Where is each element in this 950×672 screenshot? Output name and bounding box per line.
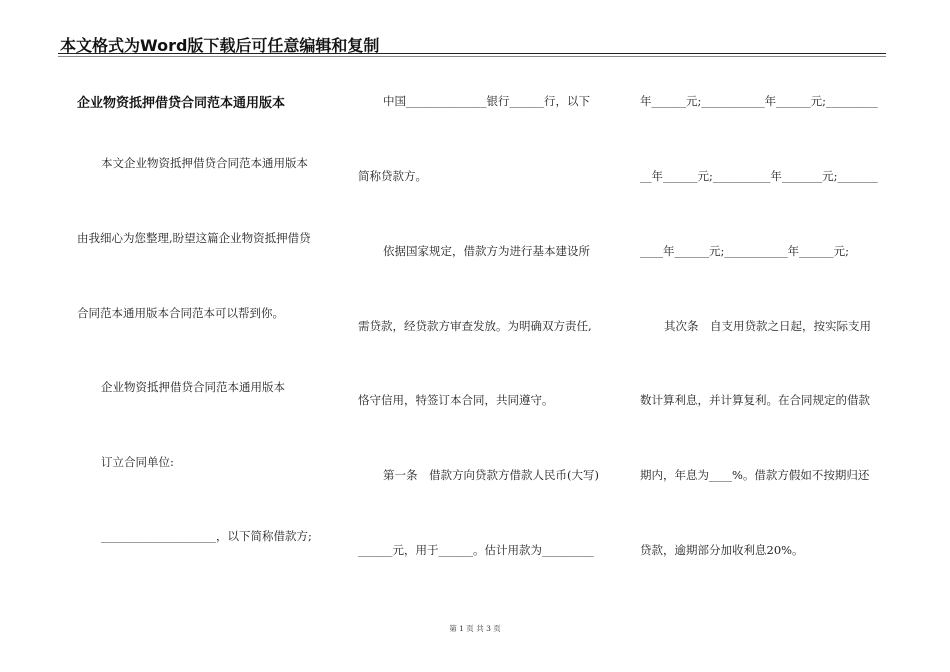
- paragraph-line: 简称贷款方。: [358, 169, 427, 183]
- paragraph-line: 年______元;___________年______元;_________: [640, 94, 878, 108]
- paragraph-line: 本文企业物资抵押借贷合同范本通用版本: [101, 156, 308, 170]
- paragraph-line: ______元，用于______。估计用款为_________: [358, 543, 594, 557]
- paragraph-line: 恪守信用，特签订本合同，共同遵守。: [358, 393, 554, 407]
- paragraph-line: 中国______________银行______行，以下: [383, 94, 590, 108]
- paragraph-line: 企业物资抵押借贷合同范本通用版本: [101, 380, 285, 394]
- paragraph-line: 其次条 自支用贷款之日起，按实际支用: [664, 319, 871, 333]
- header-title: 本文格式为Word版下载后可任意编辑和复制: [60, 36, 380, 55]
- paragraph-line: ____________________，以下简称借款方;: [101, 529, 312, 543]
- paragraph-line: 需贷款，经贷款方审查发放。为明确双方责任,: [358, 319, 592, 333]
- paragraph-line: 合同范本通用版本合同范本可以帮到你。: [77, 306, 284, 320]
- paragraph-line: ____年______元;___________年______元;: [640, 244, 849, 258]
- paragraph-line: 第一条 借款方向贷款方借款人民币(大写): [383, 468, 599, 482]
- paragraph-line: 由我细心为您整理,盼望这篇企业物资抵押借贷: [77, 231, 311, 245]
- paragraph-line: 贷款，逾期部分加收利息20%。: [640, 543, 804, 557]
- paragraph-line: 数计算利息，并计算复利。在合同规定的借款: [640, 393, 870, 407]
- paragraph-line: 期内，年息为____%。借款方假如不按期归还: [640, 468, 870, 482]
- header-divider: [58, 53, 886, 54]
- paragraph-line: 依据国家规定，借款方为进行基本建设所: [383, 244, 590, 258]
- paragraph-line: 订立合同单位:: [101, 455, 174, 469]
- document-title: 企业物资抵押借贷合同范本通用版本: [77, 96, 286, 111]
- header-divider-thin: [58, 56, 886, 57]
- page-number: 第 1 页 共 3 页: [449, 624, 501, 633]
- paragraph-line: __年______元;__________年_______元;_______: [640, 169, 878, 183]
